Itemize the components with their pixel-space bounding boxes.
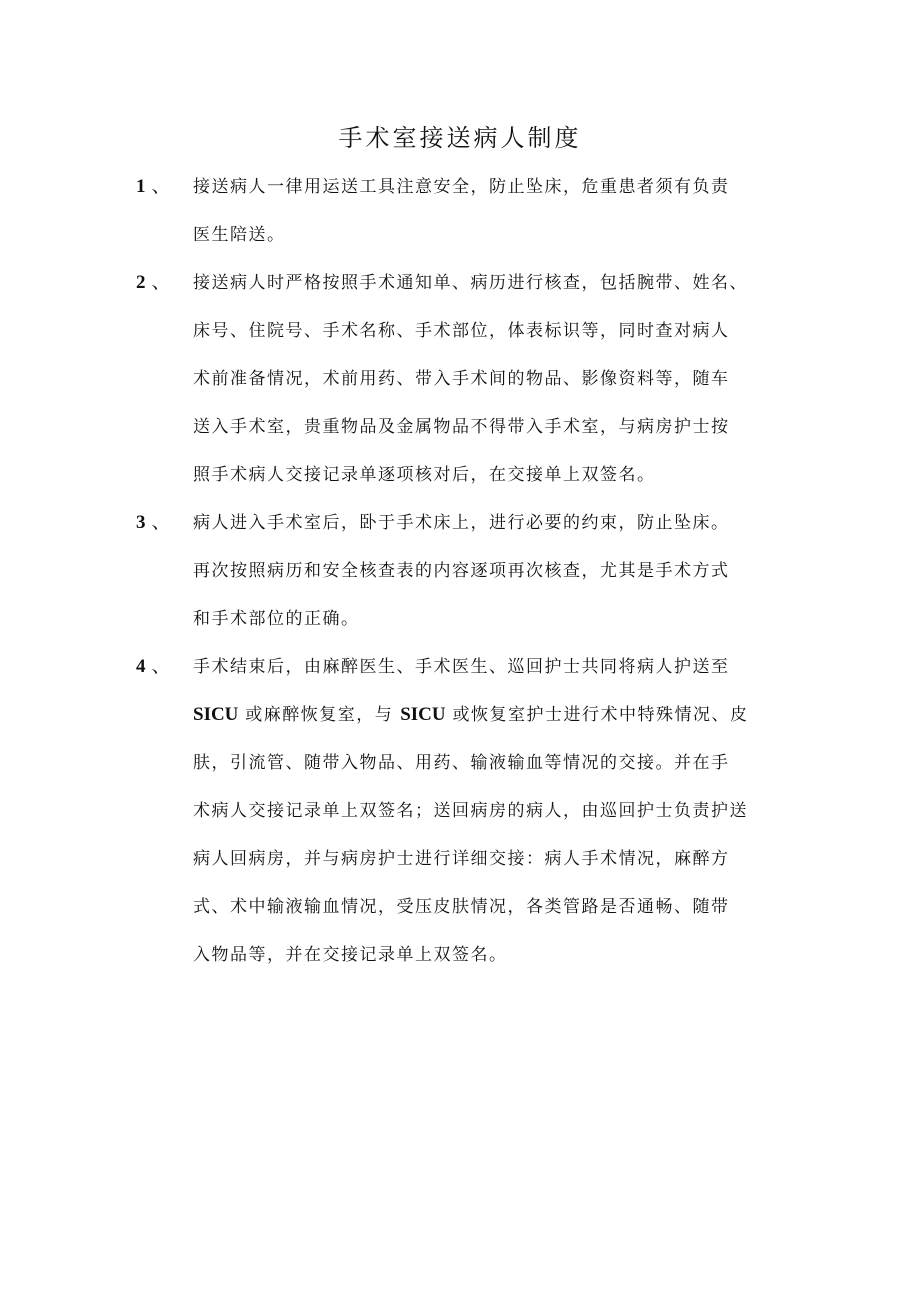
clause-line: 再次按照病历和安全核查表的内容逐项再次核查，尤其是手术方式 [193,561,730,581]
clause-number [136,163,171,211]
clause-number-value: 3 [136,512,146,533]
clause-number-mark: 、 [151,512,171,533]
clause-number [136,499,171,547]
clause-text [193,499,796,643]
clause-line: 入物品等，并在交接记录单上双签名。 [193,945,508,965]
clause-line: 接送病人一律用运送工具注意安全，防止坠床，危重患者须有负责 [193,177,730,197]
clause-text [193,259,796,499]
document-title: 手术室接送病人制度 [338,124,582,152]
clause-text [193,643,796,979]
clause-line: 接送病人时严格按照手术通知单、病历进行核查，包括腕带、姓名、 [193,273,748,293]
clause-number-value: 2 [136,272,146,293]
clause-line: 肤，引流管、随带入物品、用药、输液输血等情况的交接。并在手 [193,753,730,773]
clause-number [136,643,171,691]
clause-line: SICU 或麻醉恢复室，与 SICU 或恢复室护士进行术中特殊情况、皮 [193,704,749,725]
clause-number-value: 1 [136,176,146,197]
latin-abbreviation: SICU [400,704,446,725]
clause-line: 术前准备情况，术前用药、带入手术间的物品、影像资料等，随车 [193,369,730,389]
clause-text [193,163,796,259]
clause-line: 送入手术室，贵重物品及金属物品不得带入手术室，与病房护士按 [193,417,730,437]
latin-abbreviation: SICU [193,704,239,725]
clause-line: 病人回病房，并与病房护士进行详细交接：病人手术情况，麻醉方 [193,849,730,869]
clause-line: 病人进入手术室后，卧于手术床上，进行必要的约束，防止坠床。 [193,513,730,533]
clause-line: 床号、住院号、手术名称、手术部位，体表标识等，同时查对病人 [193,321,730,341]
clause-line: 术病人交接记录单上双签名；送回病房的病人，由巡回护士负责护送 [193,801,748,821]
clause-number [136,259,171,307]
clause-number-mark: 、 [151,656,171,677]
clause-line: 手术结束后，由麻醉医生、手术医生、巡回护士共同将病人护送至 [193,657,730,677]
clause-line: 和手术部位的正确。 [193,609,360,629]
clause-number-mark: 、 [151,272,171,293]
clause-number-mark: 、 [151,176,171,197]
clause-line: 照手术病人交接记录单逐项核对后，在交接单上双签名。 [193,465,656,485]
clause-line: 医生陪送。 [193,225,286,245]
clause-line: 式、术中输液输血情况，受压皮肤情况，各类管路是否通畅、随带 [193,897,730,917]
clause-number-value: 4 [136,656,146,677]
